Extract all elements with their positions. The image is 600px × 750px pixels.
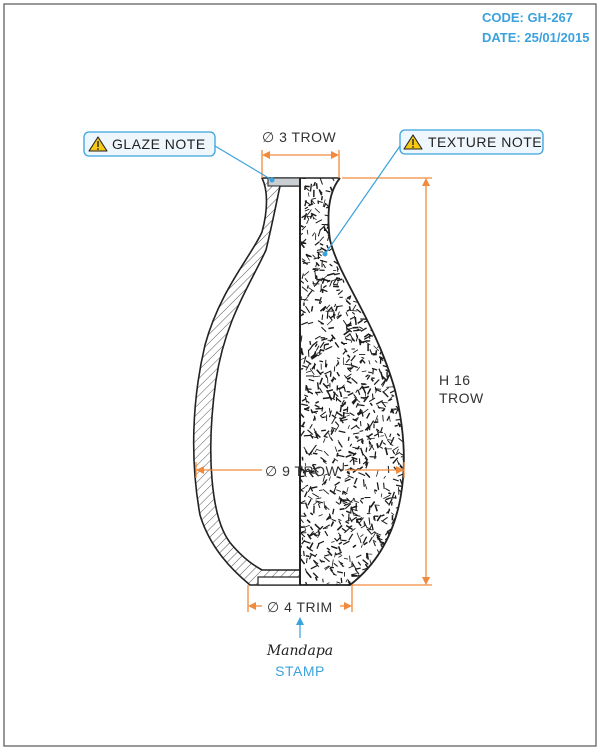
vase-section-left <box>194 178 300 585</box>
stamp-label: STAMP <box>275 663 325 679</box>
stamp-brand-mark: Mandapa <box>266 643 334 659</box>
bottom-diameter-label: ∅ 4 TRIM <box>267 599 333 615</box>
vase-wall-section <box>194 178 300 585</box>
glaze-note-label: GLAZE NOTE <box>112 136 206 152</box>
texture-note-callout[interactable] <box>323 130 544 257</box>
vase-exterior-right <box>297 176 416 589</box>
texture-note-label: TEXTURE NOTE <box>428 134 543 150</box>
vase-foot <box>258 577 300 585</box>
top-diameter-label: ∅ 3 TROW <box>262 129 337 145</box>
stamp-callout <box>266 617 333 679</box>
drawing-date: DATE: 25/01/2015 <box>482 30 590 45</box>
texture-leader-line <box>325 146 400 254</box>
glaze-leader-line <box>215 146 272 180</box>
height-label-line2: TROW <box>439 390 484 406</box>
arrow-up-icon <box>296 617 304 625</box>
middle-diameter-label: ∅ 9 TROW <box>265 463 340 479</box>
drawing-code: CODE: GH-267 <box>482 10 574 25</box>
height-label-line1: H 16 <box>439 372 471 388</box>
glaze-note-callout[interactable] <box>84 132 275 183</box>
